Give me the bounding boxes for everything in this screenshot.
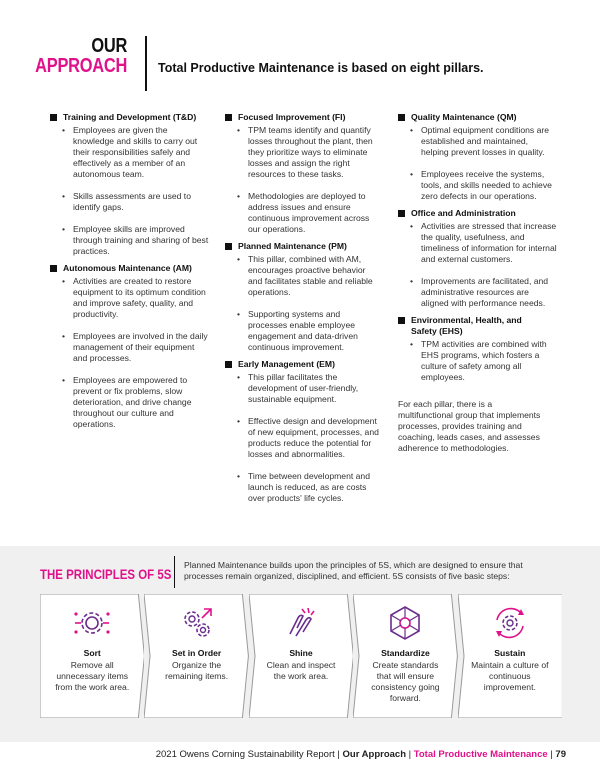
pillar-bullet: • This pillar facilitates the development of user-friendly, sustainable equipment. bbox=[225, 372, 380, 405]
pillar-bullet: • Optimal equipment conditions are established and maintained, helping prevent losses in quality. bbox=[398, 125, 558, 158]
pillar-bullet: • Employees are empowered to prevent or fix problems, slow deterioration, and drive change throughout our culture and operations. bbox=[50, 375, 210, 430]
step-title: Sort bbox=[83, 648, 101, 658]
pillar-td bbox=[50, 112, 210, 257]
pillar-bullet: • Effective design and development of new equipment, processes, and products reduce the potential for losses and abnormalities. bbox=[225, 416, 380, 460]
step-text: Clean and inspect the work area. bbox=[266, 660, 336, 681]
pillar-qm bbox=[398, 112, 558, 202]
pillar-title: Early Management (EM) bbox=[225, 359, 380, 370]
pillar-bullet: • Employees receive the systems, tools, and skills needed to achieve zero defects in our operations. bbox=[398, 169, 558, 202]
pillar-bullet: • Improvements are facilitated, and administrative resources are aligned with performance needs. bbox=[398, 276, 558, 309]
pillars-column-2 bbox=[225, 112, 380, 515]
pillar-bullet: • TPM activities are combined with EHS programs, which fosters a culture of safety among all employees. bbox=[398, 339, 558, 383]
pillar-title: Quality Maintenance (QM) bbox=[398, 112, 558, 123]
footer-topic-link[interactable]: Total Productive Maintenance bbox=[413, 749, 548, 760]
step-title: Standardize bbox=[381, 648, 430, 658]
page-subtitle: Total Productive Maintenance is based on eight pillars. bbox=[158, 61, 484, 75]
pillar-bullet: • Skills assessments are used to identify gaps. bbox=[50, 191, 210, 213]
pillar-bullet: • Employee skills are improved through training and sharing of best practices. bbox=[50, 224, 210, 257]
step-title: Sustain bbox=[494, 648, 526, 658]
principles-title: THE PRINCIPLES OF 5S bbox=[40, 566, 172, 582]
footer-report: 2021 Owens Corning Sustainability Report bbox=[155, 749, 335, 760]
step-title: Shine bbox=[289, 648, 313, 658]
pillar-oa bbox=[398, 208, 558, 309]
step-text: Remove all unnecessary items from the work area. bbox=[55, 660, 130, 692]
page-number: 79 bbox=[555, 749, 566, 760]
step-card-set-in-order bbox=[144, 594, 248, 718]
pillar-bullet: • Time between development and launch is reduced, as are costs over products' life cycles. bbox=[225, 471, 380, 504]
pillar-fi bbox=[225, 112, 380, 235]
principles-steps bbox=[40, 594, 562, 718]
pillar-bullet: • Activities are stressed that increase the quality, usefulness, and timeliness of information for internal and external customers. bbox=[398, 221, 558, 265]
principles-divider bbox=[174, 556, 175, 588]
page-footer bbox=[156, 749, 566, 760]
footer-separator: | bbox=[334, 749, 343, 760]
pillars-summary: For each pillar, there is a multifunctional group that implements processes, provides training and coaching, leads cases, and assesses adherence to methodologies. bbox=[398, 399, 541, 453]
pillar-bullet: • Supporting systems and processes enable employee engagement and data-driven continuous improvement. bbox=[225, 309, 380, 353]
section-brand bbox=[15, 36, 127, 76]
step-card-sustain bbox=[458, 594, 562, 718]
footer-section-link[interactable]: Our Approach bbox=[342, 749, 407, 760]
step-text: Create standards that will ensure consistency going forward. bbox=[371, 660, 440, 703]
pillar-title: Planned Maintenance (PM) bbox=[225, 241, 380, 252]
step-text: Maintain a culture of continuous improvement. bbox=[471, 660, 549, 692]
step-card-sort bbox=[40, 594, 144, 718]
footer-separator: | bbox=[547, 749, 556, 760]
step-title: Set in Order bbox=[172, 648, 222, 658]
step-card-shine bbox=[249, 594, 353, 718]
pillar-em bbox=[225, 359, 380, 504]
pillars-column-1 bbox=[50, 112, 210, 441]
step-card-standardize bbox=[353, 594, 457, 718]
pillar-title: Training and Development (T&D) bbox=[50, 112, 210, 123]
pillar-bullet: • Employees are given the knowledge and skills to carry out their responsibilities safely and effectively as a member of an autonomous team. bbox=[50, 125, 210, 180]
pillar-bullet: • Activities are created to restore equipment to its optimum condition and improve safety, quality, and productivity. bbox=[50, 276, 210, 320]
step-text: Organize the remaining items. bbox=[165, 660, 229, 681]
pillar-pm bbox=[225, 241, 380, 353]
header-divider bbox=[145, 36, 147, 91]
pillar-title: Environmental, Health, and Safety (EHS) bbox=[398, 315, 528, 337]
pillars-column-3 bbox=[398, 112, 558, 454]
pillar-ehs bbox=[398, 315, 558, 383]
pillar-title: Focused Improvement (FI) bbox=[225, 112, 380, 123]
pillar-title: Autonomous Maintenance (AM) bbox=[50, 263, 210, 274]
pillar-title: Office and Administration bbox=[398, 208, 558, 219]
pillar-bullet: • This pillar, combined with AM, encourages proactive behavior and facilitates stable and reliable operations. bbox=[225, 254, 380, 298]
brand-line-1: OUR bbox=[91, 35, 127, 57]
pillar-bullet: • Employees are involved in the daily management of their equipment and processes. bbox=[50, 331, 210, 364]
pillar-bullet: • Methodologies are deployed to address issues and ensure continuous improvement across our operations. bbox=[225, 191, 380, 235]
pillar-bullet: • TPM teams identify and quantify losses throughout the plant, then they prioritize ways to eliminate losses and assign the right resources to these tasks. bbox=[225, 125, 380, 180]
pillar-am bbox=[50, 263, 210, 430]
footer-separator: | bbox=[406, 749, 414, 760]
brand-line-2: APPROACH bbox=[35, 55, 127, 77]
principles-intro: Planned Maintenance builds upon the principles of 5S, which are designed to ensure that processes remain organized, disciplined, and efficient. 5S consists of five basic steps: bbox=[184, 560, 523, 581]
